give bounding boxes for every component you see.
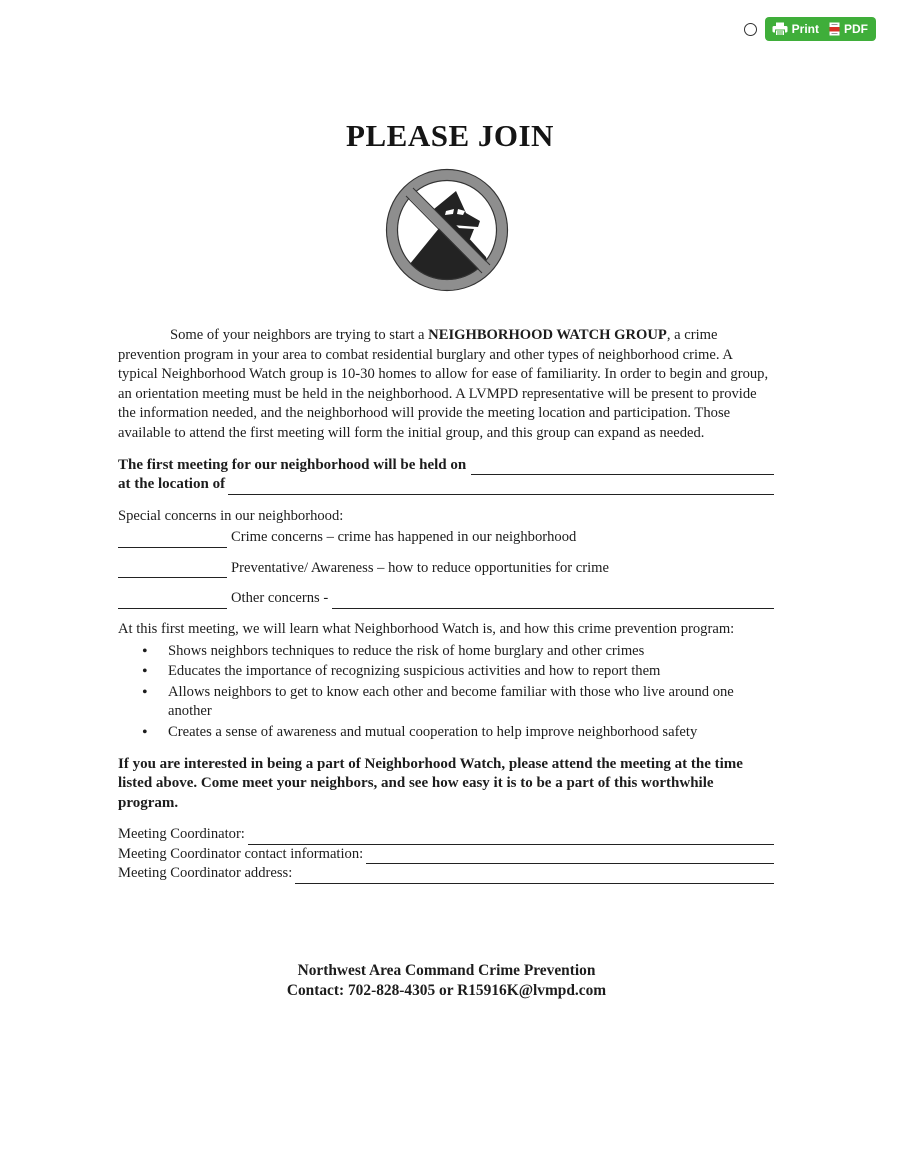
interest-paragraph: If you are interested in being a part of Neighborhood Watch, please attend the meeting at the time listed above. Come meet your neighbors, and see how easy it is to be a part of this worthwhile program. <box>118 755 743 811</box>
concern-item <box>118 528 774 548</box>
meeting-date-label: The first meeting for our neighborhood will be held on <box>118 456 467 473</box>
learn-intro: At this first meeting, we will learn what Neighborhood Watch is, and how this crime prevention program: <box>118 620 735 637</box>
meeting-location-blank[interactable] <box>228 480 774 495</box>
coordinator-name-blank[interactable] <box>248 830 774 845</box>
special-concerns <box>118 507 774 609</box>
meeting-details <box>118 456 774 495</box>
concern-check-blank[interactable] <box>118 563 227 578</box>
coordinator-address-row <box>118 864 774 884</box>
print-pdf-button[interactable] <box>765 17 876 41</box>
concerns-heading: Special concerns in our neighborhood: <box>118 507 344 524</box>
meeting-location-row <box>118 475 774 495</box>
learn-list <box>118 642 774 743</box>
intro-text-start: Some of your neighbors are trying to start a <box>170 327 429 343</box>
meeting-date-blank[interactable] <box>471 460 774 475</box>
flyer-body <box>118 326 774 884</box>
meeting-location-label: at the location of <box>118 476 226 493</box>
concern-check-blank[interactable] <box>118 533 227 548</box>
no-burglar-icon <box>382 165 512 295</box>
radio-button[interactable] <box>744 23 757 36</box>
coordinator-address-label: Meeting Coordinator address: <box>118 865 293 882</box>
concern-item <box>118 589 774 609</box>
concern-label: Preventative/ Awareness – how to reduce opportunities for crime <box>231 559 609 576</box>
toolbar <box>744 17 876 41</box>
list-item: • Creates a sense of awareness and mutual cooperation to help improve neighborhood safety <box>168 723 774 743</box>
printer-icon <box>772 22 788 36</box>
list-item: • Allows neighbors to get to know each other and become familiar with those who live around one another <box>168 683 774 722</box>
list-item: • Educates the importance of recognizing suspicious activities and how to report them <box>168 662 774 682</box>
concern-check-blank[interactable] <box>118 594 227 609</box>
footer <box>0 961 893 1001</box>
page-title: PLEASE JOIN <box>346 118 554 153</box>
footer-org: Northwest Area Command Crime Prevention <box>297 962 596 979</box>
intro-text-end: , a crime prevention program in your area to combat residential burglary and other types of neighborhood crime. A typical Neighborhood Watch group is 10-30 homes to allow for ease of familiarity. In order to begin and group, an orientation meeting must be held in the neighborhood. A LVMPD representative will be present to provide the information needed, and the neighborhood will provide the meeting location and participation. Those available to attend the first meeting will form the initial group, and this group can expand as needed. <box>118 327 769 441</box>
coordinator-name-label: Meeting Coordinator: <box>118 826 245 842</box>
coordinator-contact-row <box>118 845 774 865</box>
footer-contact: Contact: 702-828-4305 or R15916K@lvmpd.com <box>286 982 607 999</box>
coordinator-name-row <box>118 825 774 845</box>
coordinator-contact-label: Meeting Coordinator contact information: <box>118 845 364 862</box>
concern-label: Other concerns - <box>231 590 329 607</box>
concern-item <box>118 559 774 579</box>
intro-paragraph <box>118 326 774 444</box>
coordinator-section <box>118 825 774 884</box>
coordinator-address-blank[interactable] <box>295 869 774 884</box>
print-label: Print <box>791 22 819 36</box>
pdf-label: PDF <box>844 22 868 36</box>
meeting-date-row <box>118 456 774 476</box>
concern-label: Crime concerns – crime has happened in our neighborhood <box>231 529 577 546</box>
coordinator-contact-blank[interactable] <box>366 849 774 864</box>
list-item: • Shows neighbors techniques to reduce the risk of home burglary and other crimes <box>168 642 774 662</box>
other-concerns-blank[interactable] <box>332 594 774 609</box>
intro-bold: NEIGHBORHOOD WATCH GROUP <box>428 327 667 343</box>
pdf-icon <box>829 22 840 36</box>
